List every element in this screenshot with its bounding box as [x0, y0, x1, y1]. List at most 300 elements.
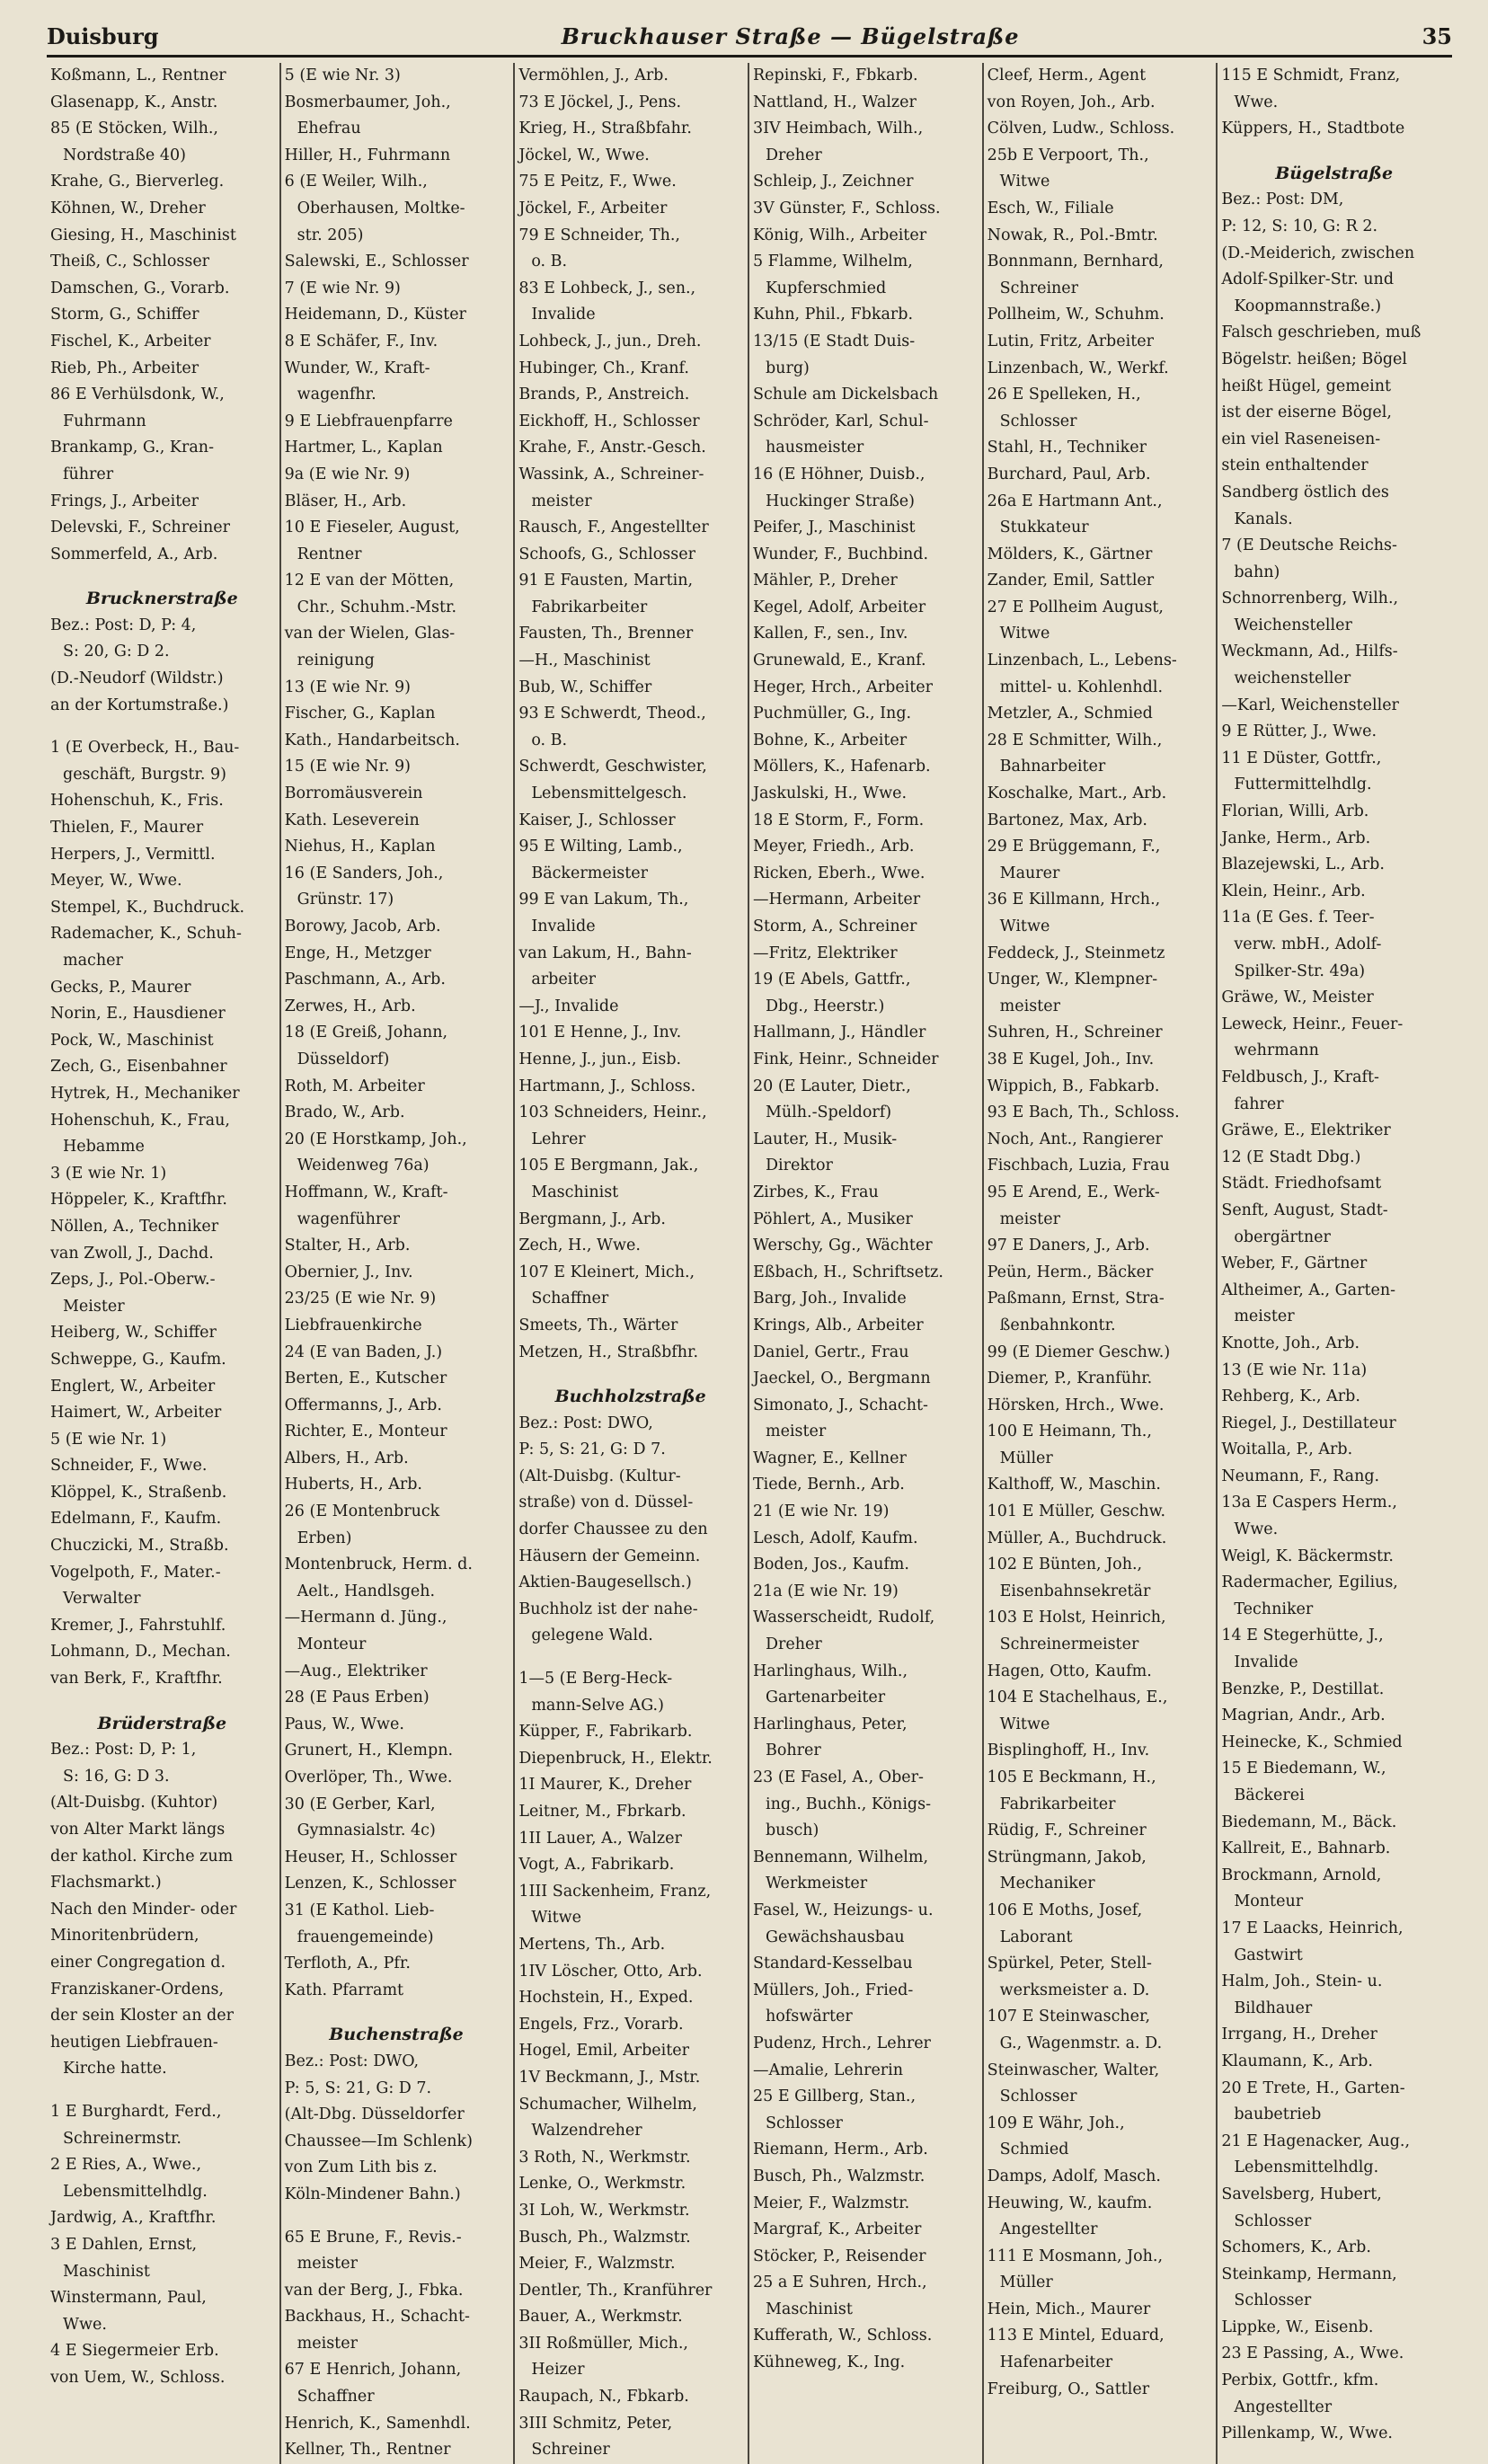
directory-entry: Frings, J., Arbeiter	[50, 492, 199, 510]
directory-entry: Feddeck, J., Steinmetz	[987, 944, 1165, 962]
directory-entry: P: 5, S: 21, G: D 7.	[518, 1440, 666, 1459]
directory-entry: Pillenkamp, W., Wwe.	[1221, 2424, 1393, 2443]
directory-entry: Weckmann, Ad., Hilfs-	[1221, 643, 1398, 661]
directory-entry: Bauer, A., Werkmstr.	[518, 2308, 683, 2327]
directory-entry: Feldbusch, J., Kraft-	[1221, 1068, 1379, 1086]
directory-entry: Lehrer	[531, 1130, 586, 1148]
directory-entry: Glasenapp, K., Anstr.	[50, 93, 218, 111]
directory-entry: 107 E Kleinert, Mich.,	[518, 1263, 695, 1281]
directory-entry: Busch, Ph., Walzmstr.	[518, 2228, 691, 2247]
directory-entry: Invalide	[531, 306, 596, 324]
directory-entry: Kufferath, W., Schloss.	[752, 2327, 933, 2345]
directory-entry: Radermacher, Egilius,	[1221, 1573, 1398, 1592]
directory-entry: Simonato, J., Schacht-	[752, 1396, 928, 1414]
directory-entry: —Hermann d. Jüng.,	[284, 1609, 447, 1627]
directory-entry: Peifer, J., Maschinist	[752, 519, 916, 537]
directory-entry: Schwerdt, Geschwister,	[518, 758, 707, 776]
directory-entry: 109 E Währ, Joh.,	[987, 2114, 1125, 2132]
directory-entry: 102 E Bünten, Joh.,	[987, 1556, 1143, 1574]
directory-entry: Daniel, Gertr., Frau	[752, 1343, 909, 1361]
directory-entry: 73 E Jöckel, J., Pens.	[518, 93, 682, 111]
directory-entry: Invalide	[531, 917, 596, 935]
entry-spacer	[50, 719, 274, 735]
directory-entry: 65 E Brune, F., Revis.-	[284, 2228, 462, 2247]
directory-entry: 20 (E Lauter, Dietr.,	[752, 1077, 911, 1095]
directory-entry: Schlosser	[1234, 2211, 1312, 2230]
directory-entry: Jaeckel, O., Bergmann	[752, 1369, 931, 1388]
directory-entry: burg)	[765, 359, 810, 377]
directory-entry: 13 (E wie Nr. 11a)	[1221, 1361, 1368, 1379]
directory-entry: Wwe.	[1234, 93, 1279, 111]
directory-entry: G., Wagenmstr. a. D.	[999, 2034, 1163, 2052]
directory-entry: 20 (E Horstkamp, Joh.,	[284, 1130, 467, 1148]
directory-entry: Huberts, H., Arb.	[284, 1476, 422, 1494]
directory-entry: 23 E Passing, A., Wwe.	[1221, 2344, 1404, 2363]
directory-entry: Bohne, K., Arbeiter	[752, 731, 908, 749]
directory-entry: Weidenweg 76a)	[297, 1157, 430, 1175]
directory-entry: Margraf, K., Arbeiter	[752, 2220, 922, 2239]
directory-entry: Direktor	[765, 1157, 833, 1175]
directory-entry: Mertens, Th., Arb.	[518, 1935, 666, 1954]
directory-entry: 95 E Arend, E., Werk-	[987, 1183, 1160, 1201]
directory-entry: Mähler, P., Dreher	[752, 572, 898, 590]
directory-entry: Bildhauer	[1234, 1999, 1313, 2017]
directory-entry: Raupach, N., Fbkarb.	[518, 2388, 689, 2406]
directory-entry: 4 E Siegermeier Erb.	[50, 2342, 219, 2361]
directory-entry: Schreinermstr.	[63, 2129, 182, 2148]
directory-column	[281, 63, 516, 2464]
directory-entry: 103 Schneiders, Heinr.,	[518, 1103, 707, 1122]
directory-entry: Krings, Alb., Arbeiter	[752, 1316, 924, 1334]
directory-entry: Hagen, Otto, Kaufm.	[987, 1662, 1152, 1680]
directory-entry: Bez.: Post: DWO,	[284, 2052, 420, 2070]
directory-entry: Kirche hatte.	[63, 2060, 167, 2078]
directory-entry: 3 Roth, N., Werkmstr.	[518, 2148, 691, 2167]
directory-entry: geschäft, Burgstr. 9)	[63, 765, 226, 784]
street-heading: Brüderstraße	[97, 1713, 227, 1733]
directory-entry: Norin, E., Hausdiener	[50, 1005, 226, 1024]
directory-entry: Fink, Heinr., Schneider	[752, 1050, 939, 1068]
directory-entry: Franziskaner-Ordens,	[50, 1980, 225, 1999]
directory-entry: Müllers, Joh., Fried-	[752, 1981, 914, 1999]
directory-entry: Brankamp, G., Kran-	[50, 439, 214, 457]
directory-entry: Standard-Kesselbau	[752, 1954, 913, 1973]
directory-entry: Senft, August, Stadt-	[1221, 1201, 1388, 1219]
directory-entry: Klöppel, K., Straßenb.	[50, 1483, 227, 1502]
directory-entry: 9 E Rütter, J., Wwe.	[1221, 722, 1377, 741]
directory-entry: 93 E Schwerdt, Theod.,	[518, 705, 706, 723]
directory-entry: —J., Invalide	[518, 997, 619, 1015]
directory-entry: ßenbahnkontr.	[999, 1316, 1116, 1334]
directory-entry: hausmeister	[765, 439, 864, 457]
directory-entry: Heger, Hrch., Arbeiter	[752, 678, 934, 696]
directory-entry: Freiburg, O., Sattler	[987, 2380, 1150, 2398]
directory-entry: Zerwes, H., Arb.	[284, 997, 416, 1015]
directory-entry: Heidemann, D., Küster	[284, 306, 466, 324]
directory-entry: Jöckel, W., Wwe.	[518, 146, 650, 164]
directory-entry: einer Congregation d.	[50, 1953, 226, 1972]
directory-entry: Wasserscheidt, Rudolf,	[752, 1609, 935, 1627]
directory-entry: Grünstr. 17)	[297, 891, 394, 909]
directory-entry: 2 E Ries, A., Wwe.,	[50, 2156, 202, 2175]
directory-entry: Dreher	[765, 1635, 822, 1654]
directory-entry: (Alt-Duisbg. (Kuhtor)	[50, 1794, 218, 1813]
directory-entry: Fausten, Th., Brenner	[518, 625, 694, 643]
directory-entry: Zirbes, K., Frau	[752, 1183, 879, 1201]
directory-entry: Dentler, Th., Kranführer	[518, 2281, 713, 2300]
directory-entry: Gartenarbeiter	[765, 1688, 886, 1707]
directory-entry: Fischer, G., Kaplan	[284, 705, 436, 723]
directory-entry: Wassink, A., Schreiner-	[518, 465, 704, 483]
directory-entry: S: 20, G: D 2.	[63, 643, 170, 661]
directory-entry: Monteur	[297, 1635, 367, 1654]
directory-column	[515, 63, 749, 2464]
directory-entry: Ricken, Eberh., Wwe.	[752, 864, 926, 882]
directory-entry: Schweppe, G., Kaufm.	[50, 1350, 226, 1369]
directory-entry: Blazejewski, L., Arb.	[1221, 855, 1385, 874]
directory-entry: 21 E Hagenacker, Aug.,	[1221, 2132, 1411, 2150]
directory-entry: Kupferschmied	[765, 279, 887, 297]
directory-entry: 111 E Mosmann, Joh.,	[987, 2247, 1164, 2265]
directory-entry: Hohenschuh, K., Fris.	[50, 792, 224, 811]
directory-entry: Maschinist	[765, 2300, 853, 2318]
directory-entry: 21a (E wie Nr. 19)	[752, 1582, 899, 1600]
directory-entry: Nach den Minder- oder	[50, 1900, 237, 1919]
directory-entry: van Lakum, H., Bahn-	[518, 944, 692, 962]
directory-entry: 105 E Beckmann, H.,	[987, 1768, 1156, 1786]
directory-entry: Kegel, Adolf, Arbeiter	[752, 598, 926, 616]
directory-entry: meister	[531, 492, 592, 510]
directory-entry: Damps, Adolf, Masch.	[987, 2167, 1161, 2185]
directory-entry: Niehus, H., Kaplan	[284, 838, 436, 856]
directory-entry: Eßbach, H., Schriftsetz.	[752, 1263, 943, 1281]
directory-entry: Schoofs, G., Schlosser	[518, 545, 695, 563]
directory-entry: Magrian, Andr., Arb.	[1221, 1706, 1386, 1725]
directory-entry: heißt Hügel, gemeint	[1221, 377, 1392, 395]
directory-entry: Schlosser	[1234, 2291, 1312, 2310]
directory-entry: Werschy, Gg., Wächter	[752, 1236, 933, 1255]
directory-entry: (D.-Neudorf (Wildstr.)	[50, 669, 224, 688]
directory-entry: 113 E Mintel, Eduard,	[987, 2327, 1165, 2345]
directory-entry: meister	[297, 2334, 358, 2353]
directory-entry: Grunewald, E., Kranf.	[752, 651, 926, 670]
directory-entry: P: 12, S: 10, G: R 2.	[1221, 217, 1378, 235]
directory-entry: 3 (E wie Nr. 1)	[50, 1164, 167, 1183]
directory-entry: Haimert, W., Arbeiter	[50, 1404, 222, 1423]
directory-entry: Pollheim, W., Schuhm.	[987, 306, 1165, 324]
directory-entry: 106 E Moths, Josef,	[987, 1901, 1143, 1919]
directory-entry: Smeets, Th., Wärter	[518, 1316, 678, 1334]
directory-entry: Lohmann, D., Mechan.	[50, 1643, 231, 1662]
directory-entry: Noch, Ant., Rangierer	[987, 1130, 1163, 1148]
directory-entry: Meister	[63, 1297, 125, 1316]
directory-entry: Damschen, G., Vorarb.	[50, 279, 230, 297]
directory-entry: meister	[297, 2255, 358, 2273]
directory-entry: Albers, H., Arb.	[284, 1449, 409, 1467]
directory-entry: Zeps, J., Pol.-Oberw.-	[50, 1271, 216, 1290]
directory-entry: (Alt-Dbg. Düsseldorfer	[284, 2105, 465, 2124]
directory-entry: Rausch, F., Angestellter	[518, 519, 709, 537]
directory-entry: 7 (E Deutsche Reichs-	[1221, 536, 1397, 555]
directory-entry: Bergmann, J., Arb.	[518, 1210, 666, 1228]
directory-entry: str. 205)	[297, 226, 364, 244]
directory-entry: —Amalie, Lehrerin	[752, 2061, 904, 2079]
directory-entry: Flachsmarkt.)	[50, 1874, 162, 1892]
directory-entry: Oberhausen, Moltke-	[297, 199, 465, 217]
directory-entry: 24 (E van Baden, J.)	[284, 1343, 443, 1361]
directory-entry: Kath. Leseverein	[284, 811, 420, 829]
directory-entry: Heiberg, W., Schiffer	[50, 1324, 217, 1343]
directory-entry: 11a (E Ges. f. Teer-	[1221, 908, 1375, 927]
directory-entry: Buchholz ist der nahe-	[518, 1600, 698, 1618]
directory-entry: Stempel, K., Buchdruck.	[50, 898, 245, 917]
directory-entry: Paßmann, Ernst, Stra-	[987, 1290, 1165, 1308]
directory-entry: 21 (E wie Nr. 19)	[752, 1502, 890, 1521]
street-heading: Buchenstraße	[329, 2025, 464, 2045]
directory-entry: van Berk, F., Kraftfhr.	[50, 1670, 223, 1688]
directory-entry: Schule am Dickelsbach	[752, 386, 939, 404]
directory-entry: Steinwascher, Walter,	[987, 2061, 1160, 2079]
directory-entry: Gräwe, W., Meister	[1221, 988, 1374, 1007]
directory-entry: Pudenz, Hrch., Lehrer	[752, 2034, 931, 2052]
directory-entry: Woitalla, P., Arb.	[1221, 1440, 1353, 1459]
directory-entry: Düsseldorf)	[297, 1050, 390, 1068]
directory-entry: Koopmannstraße.)	[1234, 297, 1382, 315]
directory-entry: Aelt., Handlsgeh.	[297, 1582, 436, 1600]
directory-column	[749, 63, 984, 2464]
directory-entry: bahn)	[1234, 563, 1280, 581]
directory-entry: Nordstraße 40)	[63, 146, 186, 164]
directory-entry: Lenzen, K., Schlosser	[284, 1875, 456, 1893]
directory-entry: Spilker-Str. 49a)	[1234, 962, 1366, 980]
directory-entry: 83 E Lohbeck, J., sen.,	[518, 279, 696, 297]
directory-entry: 36 E Killmann, Hrch.,	[987, 891, 1161, 909]
directory-entry: Lebensmittelhdlg.	[63, 2182, 208, 2201]
directory-entry: Stahl, H., Techniker	[987, 439, 1147, 457]
directory-entry: Bläser, H., Arb.	[284, 492, 407, 510]
directory-entry: Unger, W., Klempner-	[987, 971, 1158, 989]
directory-entry: 79 E Schneider, Th.,	[518, 226, 680, 244]
directory-entry: Küppers, H., Stadtbote	[1221, 120, 1405, 138]
directory-entry: ing., Buchh., Königs-	[765, 1795, 932, 1813]
directory-entry: 5 Flamme, Wilhelm,	[752, 253, 913, 271]
directory-entry: 17 E Laacks, Heinrich,	[1221, 1919, 1404, 1937]
directory-entry: Vogelpoth, F., Mater.-	[50, 1563, 221, 1582]
directory-entry: 1 E Burghardt, Ferd.,	[50, 2102, 222, 2121]
directory-entry: 3 E Dahlen, Ernst,	[50, 2235, 198, 2254]
directory-entry: Knotte, Joh., Arb.	[1221, 1334, 1360, 1352]
directory-entry: Brado, W., Arb.	[284, 1103, 405, 1122]
directory-entry: Müller	[999, 2273, 1053, 2292]
directory-entry: Witwe	[999, 917, 1050, 935]
directory-entry: Maurer	[999, 864, 1060, 882]
directory-entry: 101 E Müller, Geschw.	[987, 1502, 1166, 1521]
directory-entry: Krahe, F., Anstr.-Gesch.	[518, 439, 706, 457]
directory-entry: 31 (E Kathol. Lieb-	[284, 1901, 435, 1919]
entry-spacer	[50, 2083, 274, 2099]
directory-entry: Schlosser	[999, 412, 1077, 430]
directory-entry: werksmeister a. D.	[999, 1981, 1150, 1999]
directory-entry: Verwalter	[63, 1590, 141, 1609]
directory-entry: 1III Sackenheim, Franz,	[518, 1882, 712, 1901]
directory-entry: hofswärter	[765, 2008, 853, 2026]
directory-entry: Meyer, Friedh., Arb.	[752, 838, 915, 856]
directory-entry: Nowak, R., Pol.-Bmtr.	[987, 226, 1158, 244]
directory-entry: van Zwoll, J., Dachd.	[50, 1244, 214, 1263]
directory-entry: Krieg, H., Straßbfahr.	[518, 120, 692, 138]
directory-entry: Backhaus, H., Schacht-	[284, 2308, 470, 2327]
directory-entry: Bub, W., Schiffer	[518, 678, 652, 696]
header-street-range: Bruckhauser Straße — Bügelstraße	[561, 23, 1020, 49]
directory-entry: mittel- u. Kohlenhdl.	[999, 678, 1164, 696]
directory-entry: Borowy, Jacob, Arb.	[284, 917, 441, 935]
directory-entry: Diemer, P., Kranführ.	[987, 1369, 1153, 1388]
street-heading: Buchholzstraße	[554, 1387, 706, 1407]
directory-entry: Werkmeister	[765, 1875, 868, 1893]
directory-entry: reinigung	[297, 651, 375, 670]
directory-entry: 16 (E Höhner, Duisb.,	[752, 465, 926, 483]
directory-entry: arbeiter	[531, 971, 597, 989]
directory-entry: Walzendreher	[531, 2122, 642, 2140]
directory-entry: Henne, J., jun., Eisb.	[518, 1050, 682, 1068]
directory-entry: Möllers, K., Hafenarb.	[752, 758, 931, 776]
directory-entry: Köln-Mindener Bahn.)	[284, 2185, 461, 2203]
directory-entry: Sandberg östlich des	[1221, 483, 1389, 501]
directory-entry: Städt. Friedhofsamt	[1221, 1174, 1382, 1193]
directory-entry: Pöhlert, A., Musiker	[752, 1210, 913, 1228]
header-city: Duisburg	[47, 23, 159, 49]
directory-entry: Zander, Emil, Sattler	[987, 572, 1155, 590]
directory-entry: Boden, Jos., Kaufm.	[752, 1556, 909, 1574]
directory-entry: 5 (E wie Nr. 3)	[284, 66, 401, 84]
entry-spacer	[518, 1650, 742, 1666]
directory-entry: Neumann, F., Rang.	[1221, 1467, 1380, 1485]
directory-entry: Bahnarbeiter	[999, 758, 1106, 776]
directory-entry: Zech, H., Wwe.	[518, 1236, 641, 1255]
directory-entry: Hiller, H., Fuhrmann	[284, 146, 451, 164]
directory-entry: Paschmann, A., Arb.	[284, 971, 446, 989]
directory-entry: Terfloth, A., Pfr.	[284, 1954, 411, 1973]
directory-entry: 11 E Düster, Gottfr.,	[1221, 749, 1382, 767]
directory-entry: 85 (E Stöcken, Wilh.,	[50, 120, 218, 138]
directory-entry: 20 E Trete, H., Garten-	[1221, 2078, 1405, 2097]
directory-entry: Jaskulski, H., Wwe.	[752, 784, 908, 803]
directory-entry: Obernier, J., Inv.	[284, 1263, 413, 1281]
directory-entry: Vermöhlen, J., Arb.	[518, 66, 669, 84]
directory-entry: verw. mbH., Adolf-	[1234, 935, 1382, 953]
directory-entry: Schumacher, Wilhelm,	[518, 2095, 697, 2114]
directory-entry: Witwe	[999, 173, 1050, 191]
directory-entry: Perbix, Gottfr., kfm.	[1221, 2371, 1379, 2390]
directory-entry: 27 E Pollheim August,	[987, 598, 1164, 616]
directory-entry: 10 E Fieseler, August,	[284, 519, 460, 537]
directory-entry: Hoffmann, W., Kraft-	[284, 1183, 448, 1201]
directory-entry: Vogt, A., Fabrikarb.	[518, 1856, 675, 1875]
directory-entry: Eickhoff, H., Schlosser	[518, 412, 700, 430]
directory-entry: Pock, W., Maschinist	[50, 1031, 214, 1050]
directory-entry: 12 (E Stadt Dbg.)	[1221, 1148, 1361, 1166]
directory-entry: Müller, A., Buchdruck.	[987, 1529, 1167, 1547]
directory-entry: Kühneweg, K., Ing.	[752, 2353, 906, 2372]
directory-entry: Thielen, F., Maurer	[50, 819, 204, 838]
directory-entry: Kallen, F., sen., Inv.	[752, 625, 908, 643]
directory-entry: Bez.: Post: D, P: 1,	[50, 1741, 197, 1759]
directory-entry: weichensteller	[1234, 669, 1351, 688]
directory-entry: Liebfrauenkirche	[284, 1316, 422, 1334]
directory-entry: Storm, A., Schreiner	[752, 917, 917, 935]
directory-entry: Fabrikarbeiter	[999, 1795, 1116, 1813]
directory-entry: 1V Beckmann, J., Mstr.	[518, 2068, 701, 2087]
directory-entry: 15 E Biedemann, W.,	[1221, 1759, 1386, 1778]
directory-entry: 105 E Bergmann, Jak.,	[518, 1157, 699, 1175]
directory-entry: Weber, F., Gärtner	[1221, 1254, 1368, 1273]
directory-entry: Biedemann, M., Bäck.	[1221, 1813, 1397, 1831]
directory-entry: Riemann, Herm., Arb.	[752, 2140, 928, 2159]
directory-entry: 99 E van Lakum, Th.,	[518, 891, 689, 909]
directory-entry: 6 (E Weiler, Wilh.,	[284, 173, 428, 191]
directory-entry: 86 E Verhülsdonk, W.,	[50, 386, 225, 404]
directory-entry: Kalthoff, W., Maschin.	[987, 1476, 1161, 1494]
directory-entry: Schröder, Karl, Schul-	[752, 412, 929, 430]
directory-entry: Fasel, W., Heizungs- u.	[752, 1901, 934, 1919]
directory-entry: Kallreit, E., Bahnarb.	[1221, 1839, 1391, 1858]
directory-entry: Bohrer	[765, 1742, 821, 1760]
directory-entry: Salewski, E., Schlosser	[284, 253, 469, 271]
directory-column	[1218, 63, 1452, 2464]
directory-entry: 5 (E wie Nr. 1)	[50, 1430, 167, 1449]
directory-entry: Schreinermeister	[999, 1635, 1139, 1654]
directory-entry: 7 (E wie Nr. 9)	[284, 279, 401, 297]
directory-entry: 18 E Storm, F., Form.	[752, 811, 925, 829]
directory-entry: Minoritenbrüdern,	[50, 1927, 199, 1945]
directory-entry: der kathol. Kirche zum	[50, 1847, 234, 1866]
directory-entry: König, Wilh., Arbeiter	[752, 226, 927, 244]
directory-entry: Chr., Schuhm.-Mstr.	[297, 598, 457, 616]
directory-entry: S: 16, G: D 3.	[63, 1767, 170, 1786]
directory-entry: Henrich, K., Samenhdl.	[284, 2414, 471, 2433]
directory-entry: Fuhrmann	[63, 412, 146, 430]
directory-entry: Invalide	[1234, 1653, 1298, 1672]
directory-entry: 95 E Wilting, Lamb.,	[518, 838, 683, 856]
directory-entry: wehrmann	[1234, 1041, 1319, 1060]
directory-entry: —Aug., Elektriker	[284, 1662, 428, 1680]
directory-entry: Heuwing, W., kaufm.	[987, 2194, 1153, 2212]
directory-entry: Fischel, K., Arbeiter	[50, 332, 211, 350]
directory-entry: Rademacher, K., Schuh-	[50, 925, 242, 944]
directory-entry: Rieb, Ph., Arbeiter	[50, 359, 199, 377]
directory-entry: ist der eiserne Bögel,	[1221, 403, 1392, 422]
directory-entry: 91 E Fausten, Martin,	[518, 572, 694, 590]
directory-entry: gelegene Wald.	[531, 1626, 653, 1645]
directory-entry: 3III Schmitz, Peter,	[518, 2414, 673, 2433]
directory-entry: Diepenbruck, H., Elektr.	[518, 1749, 713, 1768]
directory-entry: Wagner, E., Kellner	[752, 1449, 907, 1467]
directory-entry: van der Wielen, Glas-	[284, 625, 456, 643]
directory-entry: Laborant	[999, 1928, 1073, 1946]
directory-entry: 107 E Steinwascher,	[987, 2008, 1151, 2026]
directory-entry: 23/25 (E wie Nr. 9)	[284, 1290, 437, 1308]
directory-entry: baubetrieb	[1234, 2105, 1322, 2124]
directory-entry: straße) von d. Düssel-	[518, 1493, 694, 1512]
directory-entry: stein enthaltender	[1221, 456, 1368, 475]
directory-entry: 23 (E Fasel, A., Ober-	[752, 1768, 924, 1786]
directory-entry: Krahe, G., Bierverleg.	[50, 173, 225, 191]
directory-entry: Esch, W., Filiale	[987, 199, 1114, 217]
directory-entry: Theiß, C., Schlosser	[50, 253, 210, 271]
directory-entry: Englert, W., Arbeiter	[50, 1377, 216, 1396]
directory-entry: Kremer, J., Fahrstuhlf.	[50, 1616, 226, 1635]
directory-entry: 99 (E Diemer Geschw.)	[987, 1343, 1171, 1361]
